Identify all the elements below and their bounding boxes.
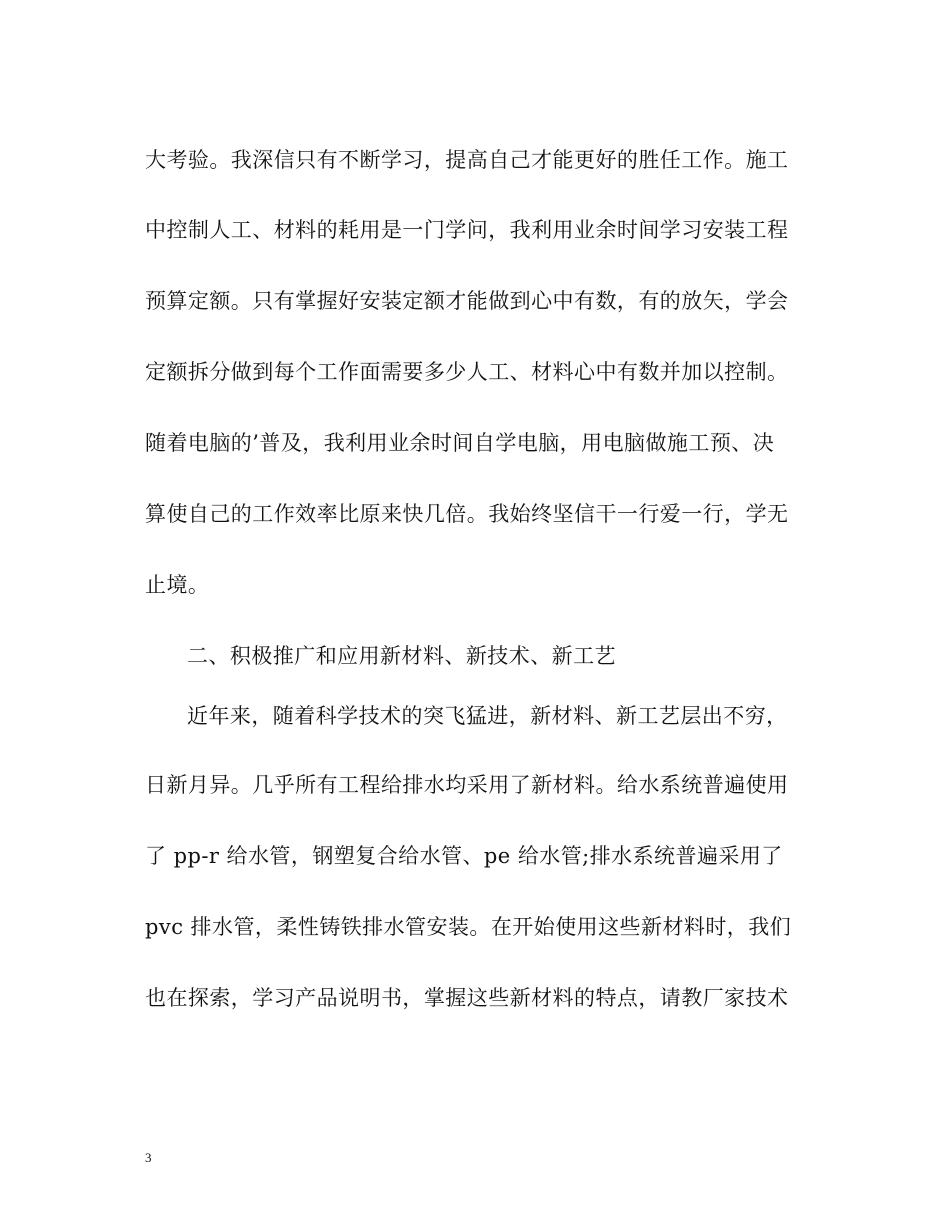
body-text-line: 也在探索，学习产品说明书，掌握这些新材料的特点，请教厂家技术: [145, 986, 789, 1010]
body-text-line: 大考验。我深信只有不断学习，提高自己才能更好的胜任工作。施工: [145, 148, 789, 172]
body-text-line: pvc 排水管，柔性铸铁排水管安装。在开始使用这些新材料时，我们: [145, 915, 792, 939]
body-text-line: 日新月异。几乎所有工程给排水均采用了新材料。给水系统普遍使用: [145, 773, 789, 797]
section-heading: 二、积极推广和应用新材料、新技术、新工艺: [187, 644, 616, 668]
body-text-line: 止境。: [145, 573, 210, 597]
body-text-line: 算使自己的工作效率比原来快几倍。我始终坚信干一行爱一行，学无: [145, 502, 789, 526]
body-text-line: 随着电脑的’普及，我利用业余时间自学电脑，用电脑做施工预、决: [145, 431, 775, 455]
body-text-line: 近年来，随着科学技术的突飞猛进，新材料、新工艺层出不穷，: [187, 704, 788, 728]
body-text-line: 预算定额。只有掌握好安装定额才能做到心中有数，有的放矢，学会: [145, 289, 789, 313]
body-text-line: 中控制人工、材料的耗用是一门学问，我利用业余时间学习安装工程: [145, 218, 789, 242]
body-text-line: 定额拆分做到每个工作面需要多少人工、材料心中有数并加以控制。: [145, 360, 789, 384]
page-number: 3: [145, 1150, 152, 1165]
body-text-line: 了 pp-r 给水管，钢塑复合给水管、pe 给水管;排水系统普遍采用了: [145, 844, 783, 868]
